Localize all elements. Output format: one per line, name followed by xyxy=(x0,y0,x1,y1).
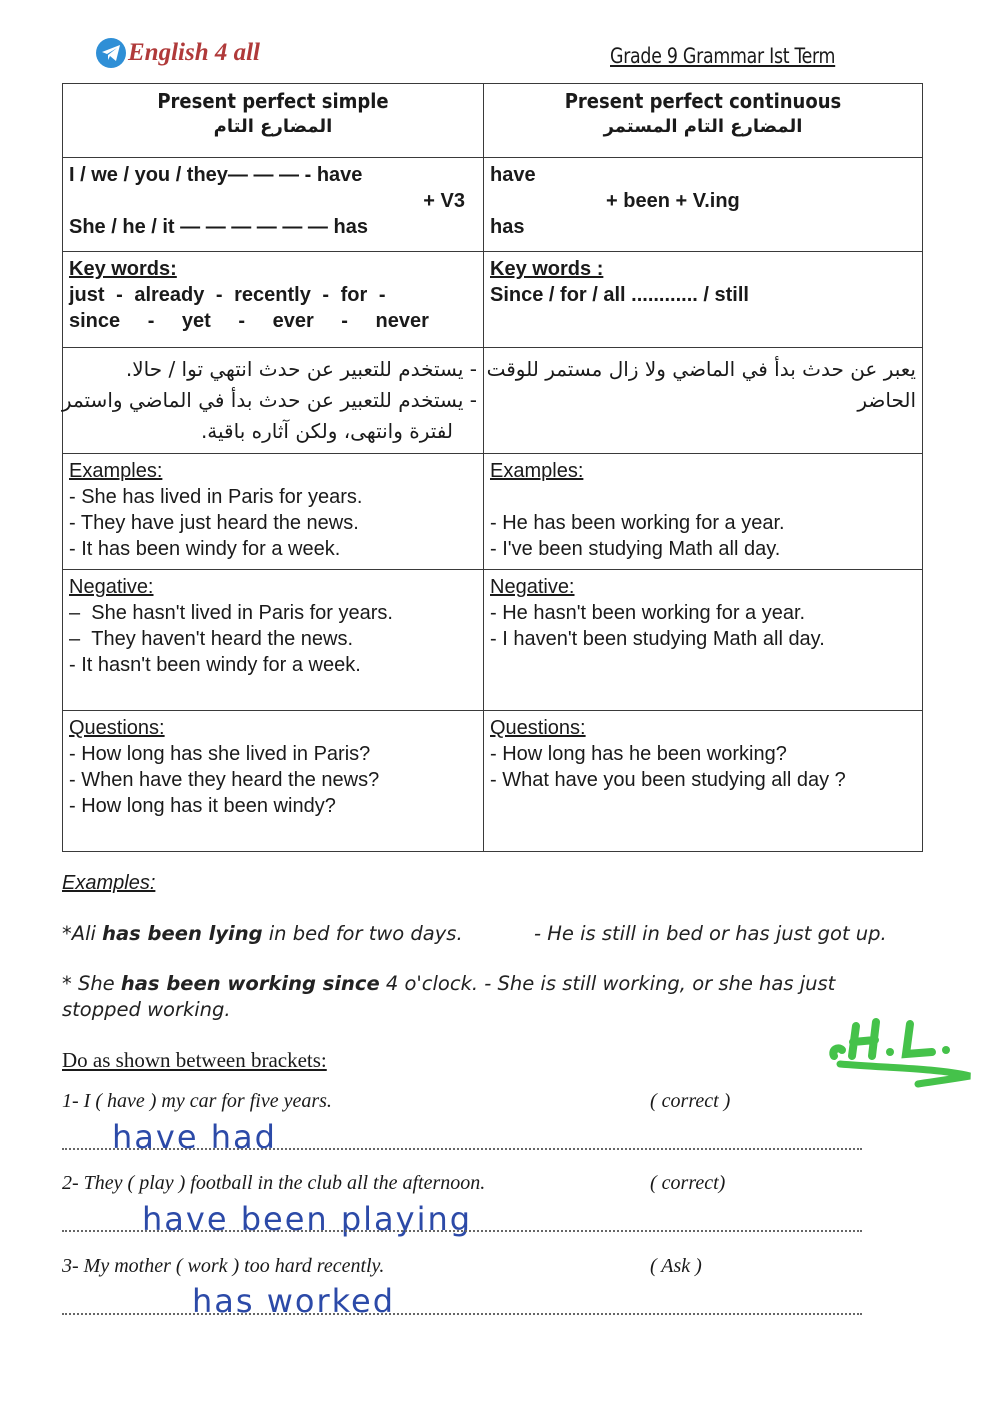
answer-line-3[interactable] xyxy=(62,1313,862,1315)
continuous-form-line: have xyxy=(490,164,536,186)
continuous-title: Present perfect continuous xyxy=(564,89,842,113)
answer-line-1[interactable] xyxy=(62,1148,862,1150)
example-sentence-2: * She has been working since 4 o'clock. - She is still working, or she has just xyxy=(62,972,836,995)
continuous-examples-cell xyxy=(484,454,923,570)
answer-line-2[interactable] xyxy=(62,1230,862,1232)
simple-title-ar: المضارع التام xyxy=(213,116,333,137)
simple-negative-cell xyxy=(63,570,484,711)
continuous-examples-label: Examples: xyxy=(490,460,584,482)
simple-example: - It has been windy for a week. xyxy=(69,538,341,560)
continuous-keywords-label: Key words : xyxy=(490,258,604,280)
simple-form-line: I / we / you / they— — — - have xyxy=(69,164,363,186)
brand xyxy=(96,38,260,68)
example-sentence-2-cont: stopped working. xyxy=(62,998,231,1021)
simple-usage-line: لفترة وانتهى، ولكن آثاره باقية. xyxy=(200,419,453,443)
brand-name: English 4 all xyxy=(128,39,260,66)
telegram-icon xyxy=(96,38,126,68)
exercise-question-1: 1- I ( have ) my car for five years. xyxy=(62,1090,332,1112)
simple-title: Present perfect simple xyxy=(157,89,389,113)
simple-usage-line: - يستخدم للتعبير عن حدث انتهي توا / حالا. xyxy=(125,357,477,381)
handwritten-answer-1: have had xyxy=(112,1118,277,1156)
simple-keywords-line: since - yet - ever - never xyxy=(69,310,429,332)
continuous-usage-line: الحاضر xyxy=(857,388,916,412)
simple-usage-line: - يستخدم للتعبير عن حدث بدأ في الماضي واستمر xyxy=(61,388,477,412)
continuous-usage-cell xyxy=(484,348,923,454)
simple-negative-label: Negative: xyxy=(69,576,154,598)
simple-question: - When have they heard the news? xyxy=(69,769,380,791)
continuous-keywords-cell xyxy=(484,252,923,348)
simple-header-cell xyxy=(63,84,484,158)
continuous-question: - What have you been studying all day ? xyxy=(490,769,846,791)
handwritten-answer-2: have been playing xyxy=(142,1200,473,1238)
simple-question: - How long has she lived in Paris? xyxy=(69,743,371,765)
table-row xyxy=(63,454,923,570)
simple-negative: - It hasn't been windy for a week. xyxy=(69,654,361,676)
exercise-instruction-2: ( correct) xyxy=(650,1172,726,1194)
simple-example: - They have just heard the news. xyxy=(69,512,359,534)
example-note-1: - He is still in bed or has just got up. xyxy=(534,922,887,945)
page-title: Grade 9 Grammar Ist Term xyxy=(610,44,836,68)
simple-questions-cell xyxy=(63,711,484,852)
teacher-mark xyxy=(826,1010,976,1101)
exercise-title: Do as shown between brackets: xyxy=(62,1048,327,1072)
continuous-form-cell xyxy=(484,158,923,252)
exercise-question-3: 3- My mother ( work ) too hard recently. xyxy=(62,1255,385,1277)
continuous-header-cell xyxy=(484,84,923,158)
simple-negative: – She hasn't lived in Paris for years. xyxy=(69,602,393,624)
simple-form-line: + V3 xyxy=(423,190,465,212)
table-row xyxy=(63,570,923,711)
simple-keywords-cell xyxy=(63,252,484,348)
simple-example: - She has lived in Paris for years. xyxy=(69,486,363,508)
grammar-table xyxy=(62,83,923,852)
exercise-instruction-3: ( Ask ) xyxy=(650,1255,702,1277)
simple-keywords-line: just - already - recently - for - xyxy=(69,284,386,306)
continuous-negative: - He hasn't been working for a year. xyxy=(490,602,806,624)
simple-negative: – They haven't heard the news. xyxy=(69,628,354,650)
simple-keywords-label: Key words: xyxy=(69,258,177,280)
table-row xyxy=(63,158,923,252)
continuous-keywords-line: Since / for / all ............ / still xyxy=(490,284,749,306)
table-row xyxy=(63,711,923,852)
simple-usage-cell xyxy=(63,348,484,454)
handwritten-answer-3: has worked xyxy=(192,1282,396,1320)
continuous-title-ar: المضارع التام المستمر xyxy=(603,116,803,137)
continuous-example: - He has been working for a year. xyxy=(490,512,785,534)
continuous-questions-cell xyxy=(484,711,923,852)
simple-form-cell xyxy=(63,158,484,252)
table-row xyxy=(63,348,923,454)
continuous-question: - How long has he been working? xyxy=(490,743,787,765)
simple-examples-label: Examples: xyxy=(69,460,163,482)
simple-question: - How long has it been windy? xyxy=(69,795,336,817)
table-row xyxy=(63,252,923,348)
continuous-negative: - I haven't been studying Math all day. xyxy=(490,628,825,650)
continuous-questions-label: Questions: xyxy=(490,717,586,739)
continuous-negative-cell xyxy=(484,570,923,711)
exercise-instruction-1: ( correct ) xyxy=(650,1090,731,1112)
continuous-form-line: + been + V.ing xyxy=(606,190,740,212)
simple-examples-cell xyxy=(63,454,484,570)
continuous-negative-label: Negative: xyxy=(490,576,575,598)
example-sentence-1: *Ali has been lying in bed for two days. xyxy=(62,922,463,945)
examples-title: Examples: xyxy=(62,872,156,894)
simple-form-line: She / he / it — — — — — — has xyxy=(69,216,368,238)
continuous-form-line: has xyxy=(490,216,525,238)
continuous-usage-line: يعبر عن حدث بدأ في الماضي ولا زال مستمر للوقت xyxy=(486,357,916,381)
continuous-example: - I've been studying Math all day. xyxy=(490,538,781,560)
exercise-question-2: 2- They ( play ) football in the club all the afternoon. xyxy=(62,1172,486,1194)
table-row xyxy=(63,84,923,158)
simple-questions-label: Questions: xyxy=(69,717,165,739)
